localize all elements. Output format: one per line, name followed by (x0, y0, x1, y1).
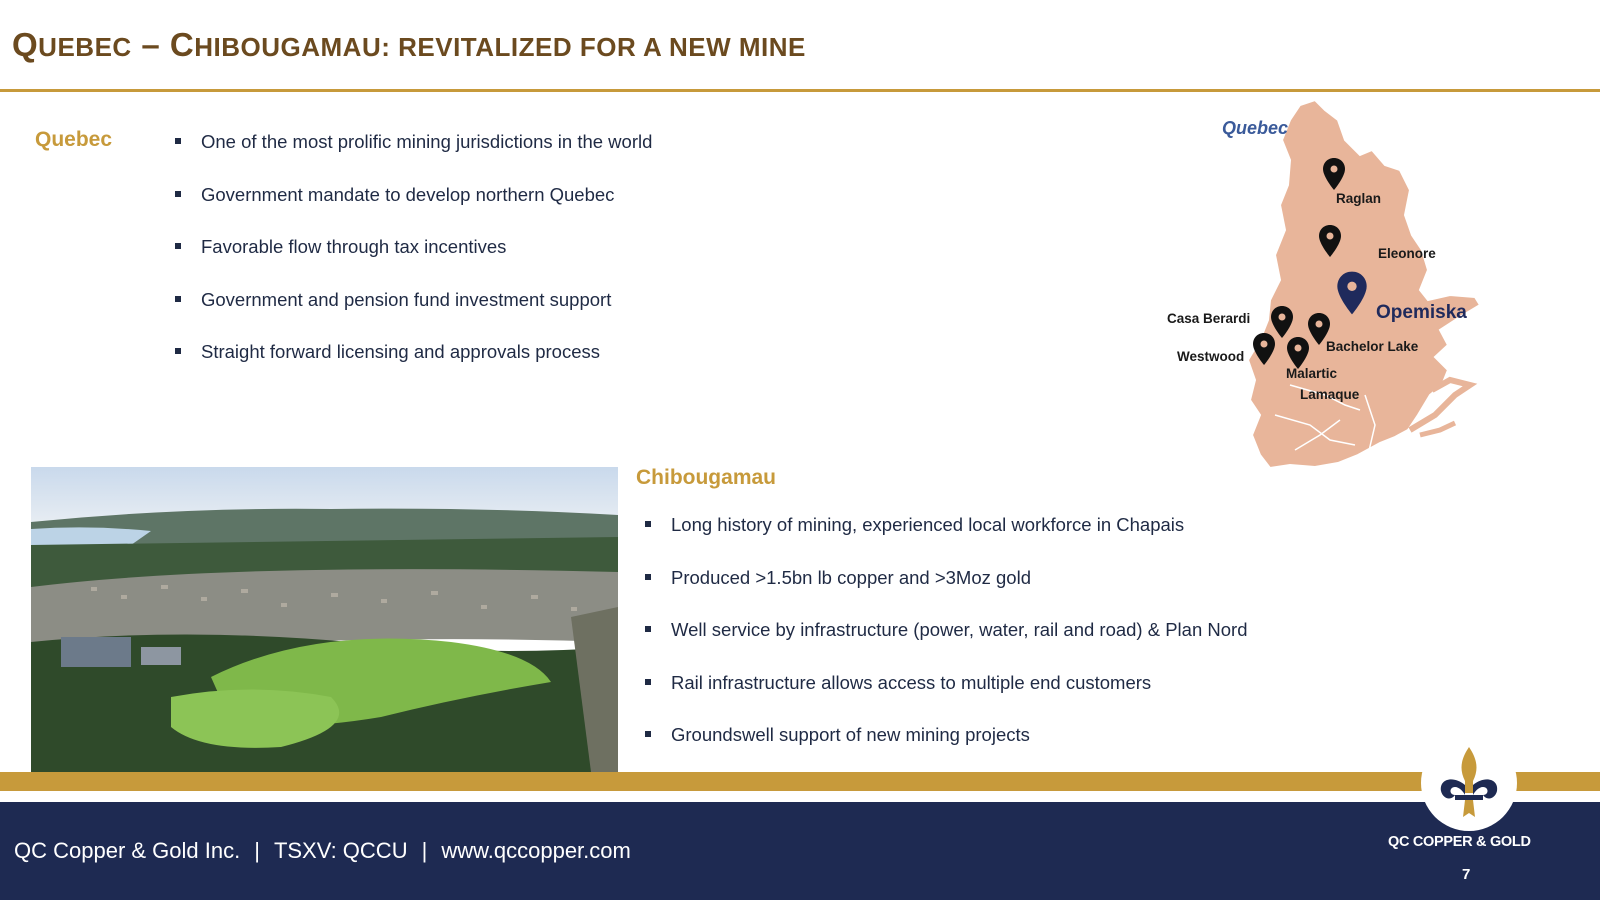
footer-info (14, 838, 631, 864)
chibougamau-bullet: Produced >1.5bn lb copper and >3Moz gold (643, 565, 1247, 618)
map-label-eleonore: Eleonore (1378, 246, 1436, 261)
footer-separator: | (254, 838, 260, 863)
malartic-pin-icon (1286, 336, 1310, 370)
chibougamau-bullet: Well service by infrastructure (power, water, rail and road) & Plan Nord (643, 617, 1247, 670)
chibougamau-bullet-list (643, 512, 1247, 775)
map-label-lamaque: Lamaque (1300, 387, 1360, 402)
raglan-pin-icon (1322, 157, 1346, 191)
map-label-malartic: Malartic (1286, 366, 1338, 381)
quebec-bullet: Government mandate to develop northern Quebec (173, 182, 652, 235)
map-label-opemiska: Opemiska (1376, 302, 1467, 323)
chibougamau-aerial-photo (31, 467, 618, 772)
title-divider (0, 89, 1600, 92)
page-title: QUEBEC – CHIBOUGAMAU: REVITALIZED FOR A NEW MINE (12, 26, 806, 63)
westwood-pin-icon (1252, 332, 1276, 366)
map-title: Quebec (1222, 118, 1289, 138)
page-number: 7 (1462, 866, 1471, 883)
chibougamau-bullet: Groundswell support of new mining projects (643, 722, 1247, 775)
footer-separator: | (421, 838, 428, 863)
eleonore-pin-icon (1318, 224, 1342, 258)
footer-website-link[interactable]: www.qccopper.com (441, 838, 631, 863)
opemiska-pin-icon (1336, 270, 1368, 316)
company-logo (1421, 735, 1517, 831)
quebec-section-label: Quebec (35, 128, 113, 151)
chibougamau-section-label: Chibougamau (636, 466, 776, 489)
map-label-bachelor-lake: Bachelor Lake (1326, 339, 1419, 354)
quebec-bullet: Government and pension fund investment support (173, 287, 652, 340)
map-label-casa-berardi: Casa Berardi (1167, 311, 1251, 326)
quebec-bullet: One of the most prolific mining jurisdictions in the world (173, 129, 652, 182)
chibougamau-bullet: Rail infrastructure allows access to multiple end customers (643, 670, 1247, 723)
quebec-bullet: Favorable flow through tax incentives (173, 234, 652, 287)
footer-company: QC Copper & Gold Inc. (14, 838, 241, 863)
quebec-map (1110, 95, 1510, 485)
chibougamau-bullet: Long history of mining, experienced local workforce in Chapais (643, 512, 1247, 565)
map-label-westwood: Westwood (1177, 349, 1245, 364)
footer-ticker: TSXV: QCCU (273, 838, 408, 863)
fleur-de-lis-icon (1421, 735, 1517, 831)
footer-gold-band (0, 772, 1600, 791)
quebec-bullet: Straight forward licensing and approvals process (173, 339, 652, 392)
map-label-raglan: Raglan (1336, 191, 1382, 206)
quebec-bullet-list (173, 129, 652, 392)
logo-wordmark: QC COPPER & GOLD (1388, 834, 1531, 850)
